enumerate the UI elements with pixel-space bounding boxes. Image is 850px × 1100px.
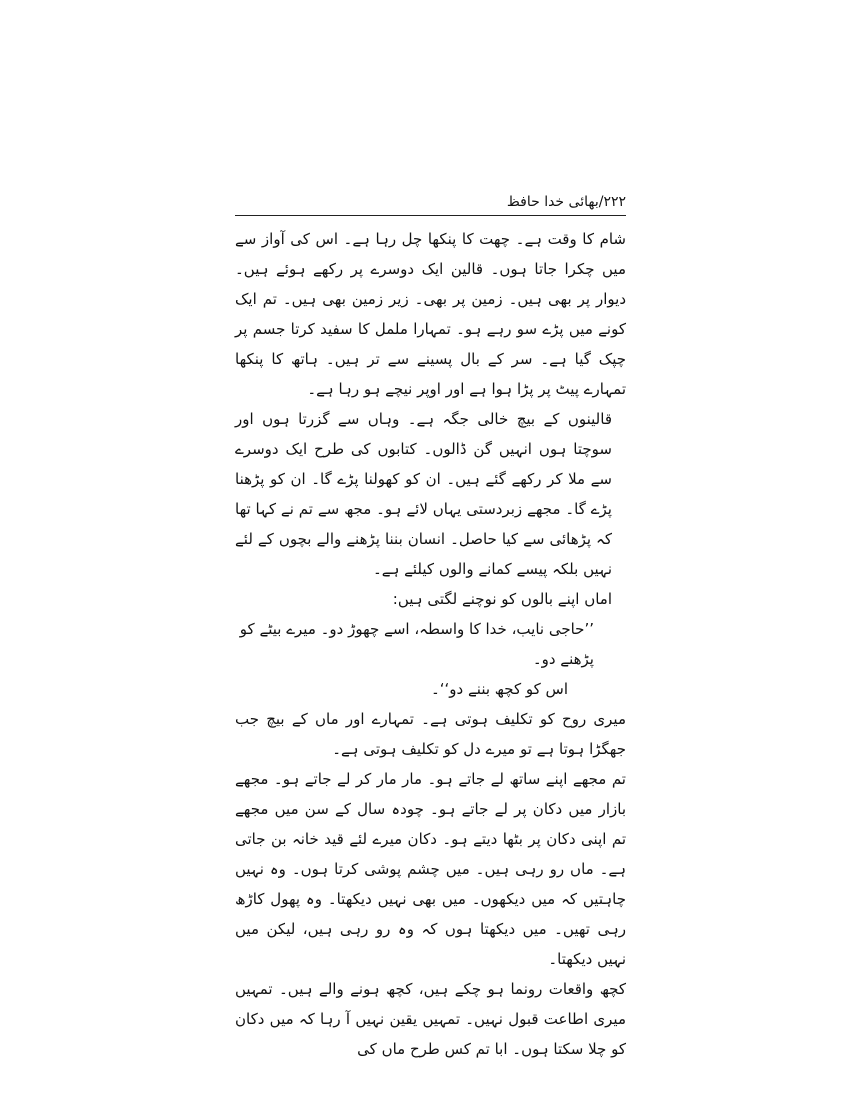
paragraph: شام کا وقت ہے۔ چھت کا پنکھا چل رہا ہے۔ اس کی آواز سے میں چکرا جاتا ہوں۔ قالین ایک دوسرے پر رکھے ہوئے ہیں۔ دیوار پر بھی ہیں۔ زمین پر بھی۔ زیر زمین بھی ہیں۔ تم ایک کونے میں پڑے سو رہے ہو۔ تمہارا ململ کا سفید کرتا جسم پر چپک گیا ہے۔ سر کے بال پسینے سے تر ہیں۔ ہاتھ کا پنکھا تمہارے پیٹ پر پڑا ہوا ہے اور اوپر نیچے ہو رہا ہے۔ <box>235 230 626 398</box>
paragraph: میری روح کو تکلیف ہوتی ہے۔ تمہارے اور ماں کے بیچ جب جھگڑا ہوتا ہے تو میرے دل کو تکلیف ہوتی ہے۔ <box>235 710 626 758</box>
header-rule <box>235 215 626 216</box>
running-header <box>235 190 626 214</box>
paragraph: قالینوں کے بیچ خالی جگہ ہے۔ وہاں سے گزرتا ہوں اور سوچتا ہوں انہیں گن ڈالوں۔ کتابوں کی طرح ایک دوسرے سے ملا کر رکھے گئے ہیں۔ ان کو کھولنا پڑے گا۔ ان کو پڑھنا پڑے گا۔ مجھے زبردستی یہاں لائے ہو۔ مجھ سے تم نے کہا تھا کہ پڑھائی سے کیا حاصل۔ انسان بننا پڑھنے والے بچوں کے لئے نہیں بلکہ پیسے کمانے والوں کیلئے ہے۔ <box>235 410 612 578</box>
paragraph: کچھ واقعات رونما ہو چکے ہیں، کچھ ہونے والے ہیں۔ تمہیں میری اطاعت قبول نہیں۔ تمہیں یقین نہیں آ رہا کہ میں دکان کو چلا سکتا ہوں۔ ابا تم کس طرح ماں کی <box>235 980 626 1058</box>
body-text <box>235 224 626 1064</box>
paragraph: تم مجھے اپنے ساتھ لے جاتے ہو۔ مار مار کر لے جاتے ہو۔ مجھے بازار میں دکان پر لے جاتے ہو۔ چودہ سال کے سن میں مجھے تم اپنی دکان پر بٹھا دیتے ہو۔ دکان میرے لئے قید خانہ بن جاتی ہے۔ ماں رو رہی ہیں۔ میں چشم پوشی کرتا ہوں۔ وہ نہیں چاہتیں کہ میں دیکھوں۔ میں بھی نہیں دیکھتا۔ وہ پھول کاڑھ رہی تھیں۔ میں دیکھتا ہوں کہ وہ رو رہی ہیں، لیکن میں نہیں دیکھتا۔ <box>235 770 626 968</box>
quoted-line: ’’حاجی نایب، خدا کا واسطہ، اسے چھوڑ دو۔ میرے بیٹے کو پڑھنے دو۔ <box>239 620 594 668</box>
page-number: ۲۲۲ <box>603 194 626 210</box>
quoted-line: اس کو کچھ بننے دو‘‘۔ <box>430 680 568 698</box>
book-title: بھائی خدا حافظ <box>506 194 599 210</box>
paragraph: اماں اپنے بالوں کو نوچنے لگتی ہیں: <box>392 590 612 608</box>
header-separator: / <box>598 194 604 210</box>
